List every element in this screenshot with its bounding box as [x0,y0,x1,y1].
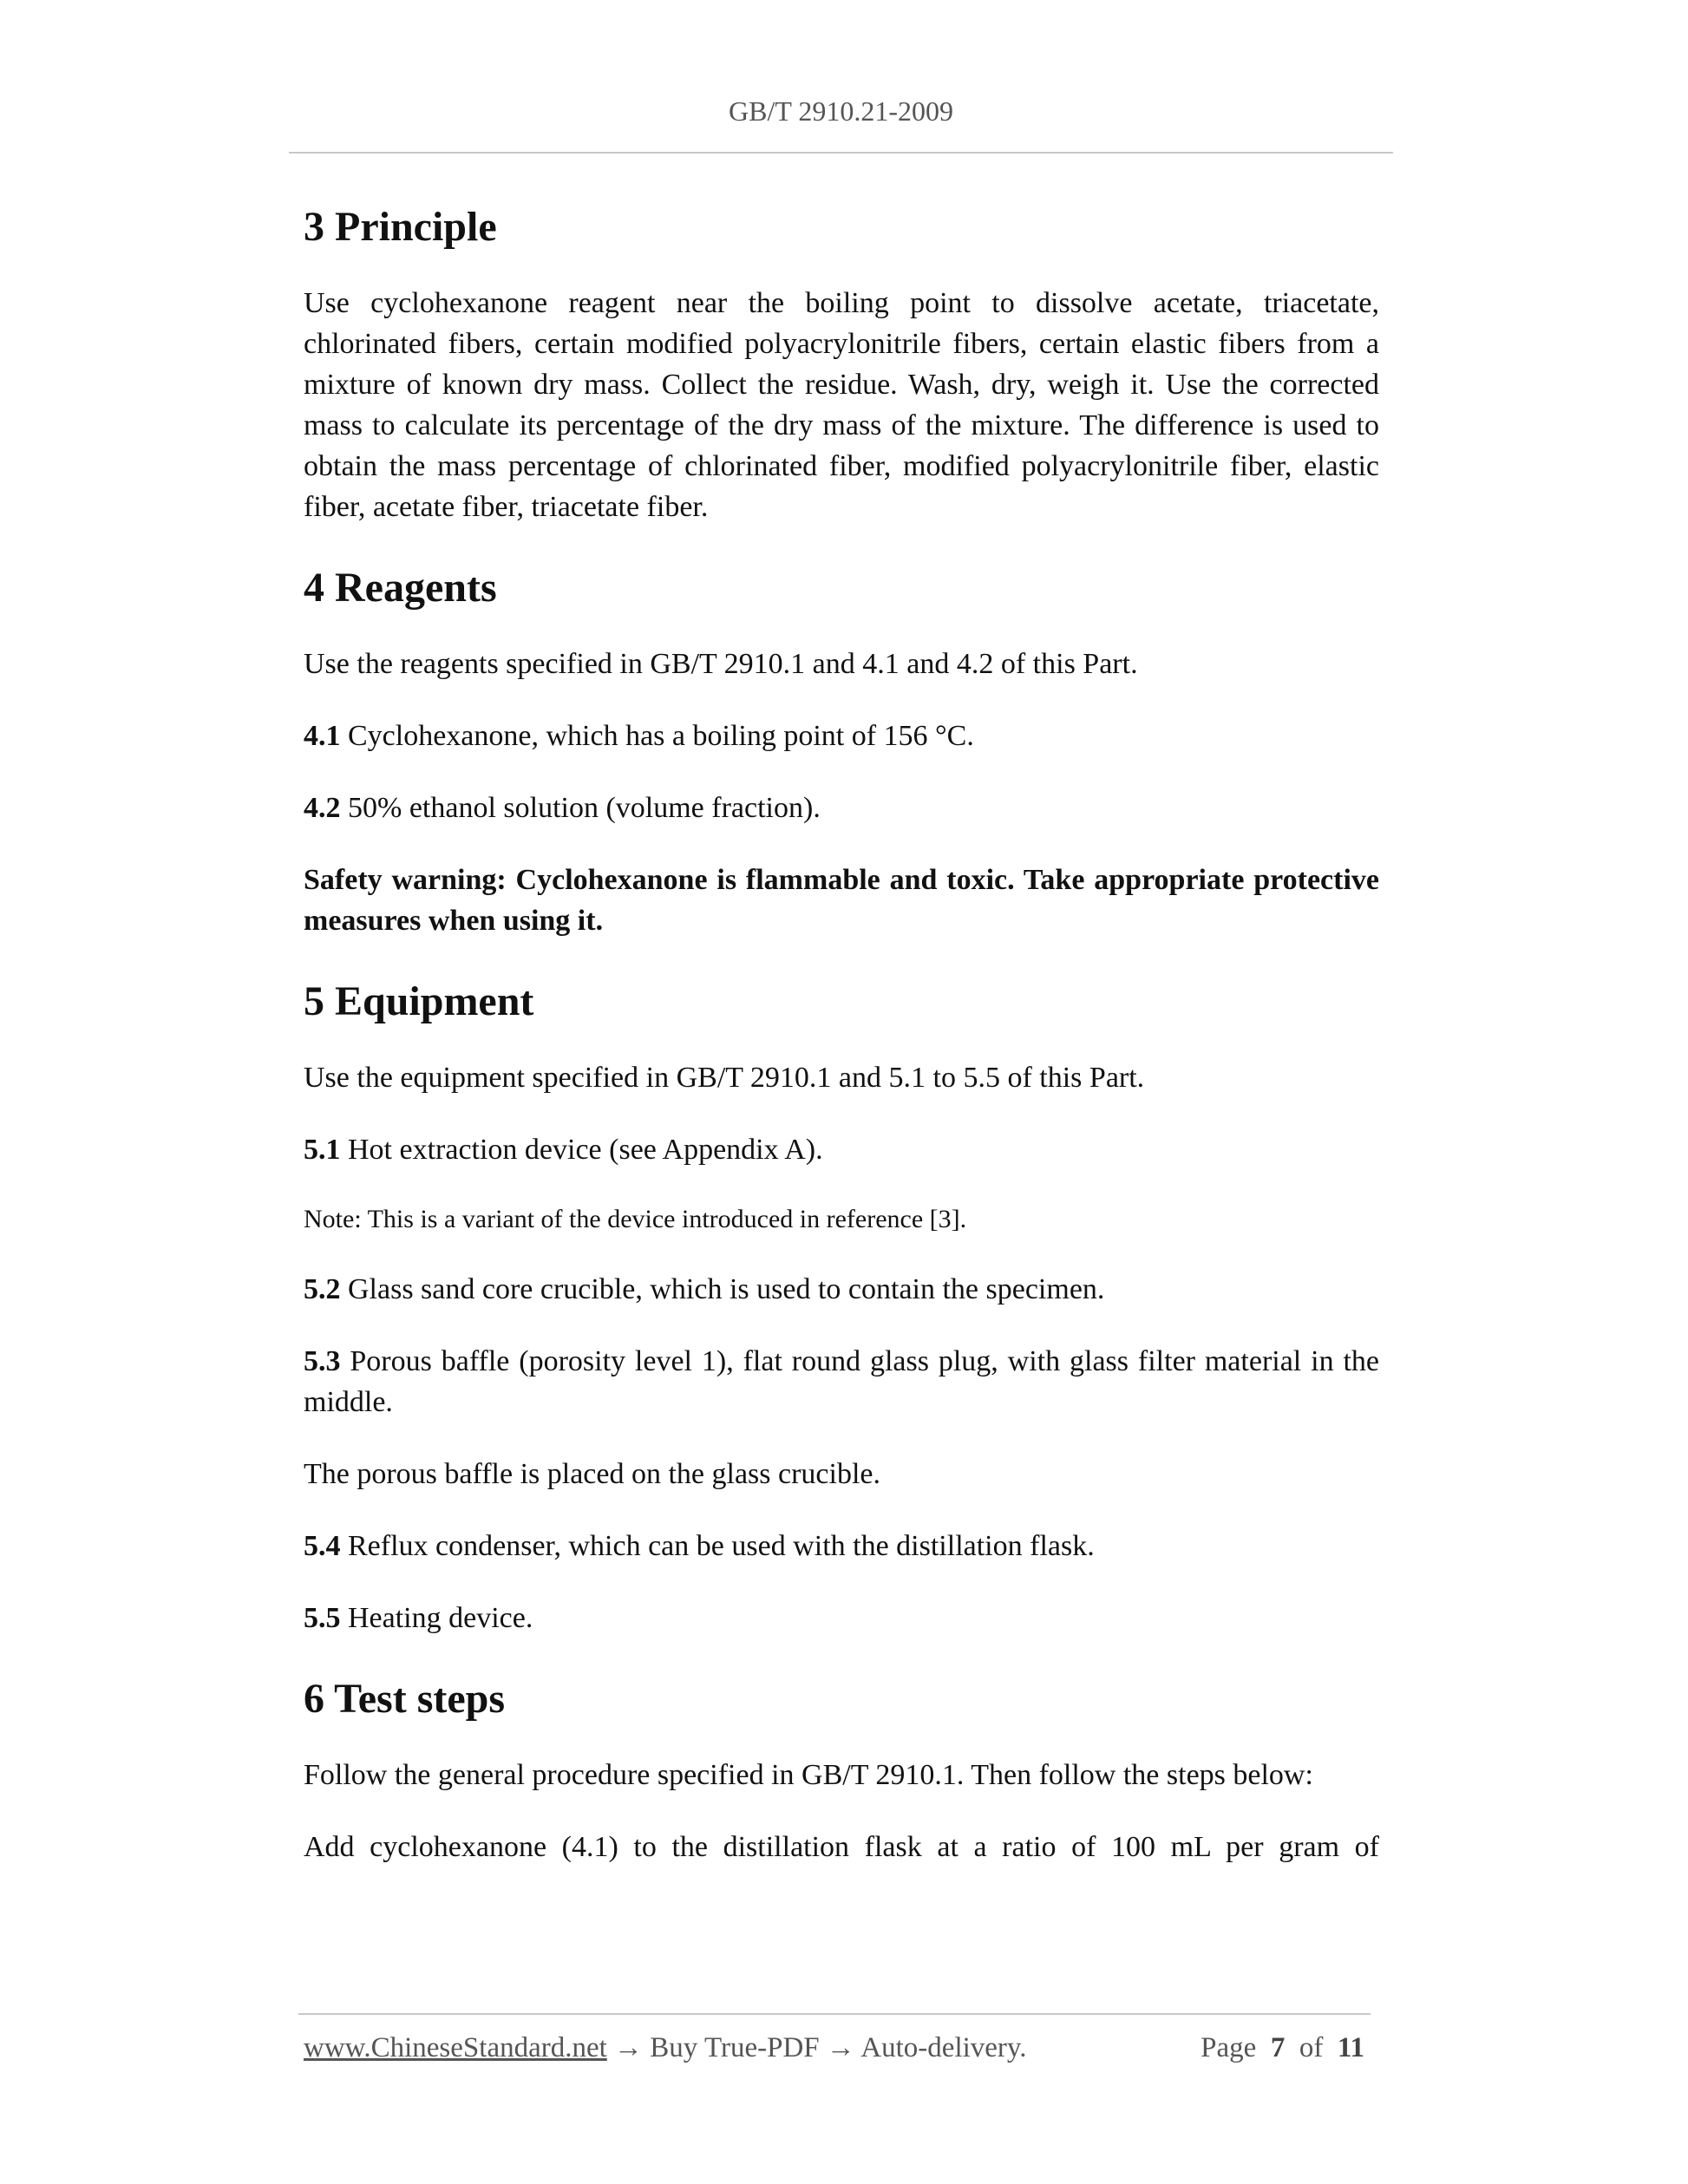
equipment-item-5-5 [304,1598,1379,1638]
clause-text: Glass sand core crucible, which is used to contain the specimen. [340,1273,1105,1305]
equipment-note: Note: This is a variant of the device introduced in reference [3]. [304,1205,967,1233]
clause-text: Heating device. [340,1602,533,1634]
chinesestandard-link[interactable]: www.ChineseStandard.net [304,2032,607,2063]
header-divider [289,152,1393,154]
clause-text: Hot extraction device (see Appendix A). [340,1134,823,1166]
reagents-intro: Use the reagents specified in GB/T 2910.1 and 4.1 and 4.2 of this Part. [304,648,1138,680]
heading-principle: 3 Principle [304,204,497,250]
page-counter [1201,2032,1364,2064]
clause-number: 5.5 [304,1602,341,1634]
heading-equipment: 5 Equipment [304,978,534,1024]
clause-number: 5.4 [304,1530,341,1562]
auto-delivery-text: → Auto-delivery. [826,2032,1027,2063]
page-label: Page [1201,2032,1257,2063]
clause-number: 4.2 [304,792,341,824]
heading-reagents: 4 Reagents [304,565,497,611]
equipment-item-5-1 [304,1129,1379,1170]
clause-text: Reflux condenser, which can be used with the distillation flask. [340,1530,1095,1562]
clause-number: 4.1 [304,720,341,752]
clause-number: 5.3 [304,1345,341,1377]
clause-number: 5.1 [304,1134,341,1166]
page-number: 7 [1270,2032,1286,2063]
heading-test-steps: 6 Test steps [304,1676,506,1722]
of-label: of [1299,2032,1324,2063]
footer-links [304,2032,1027,2064]
clause-text: Porous baffle (porosity level 1), flat round glass plug, with glass filter material in the middle. [304,1345,1379,1418]
clause-text: 50% ethanol solution (volume fraction). [340,792,821,824]
page-total: 11 [1337,2032,1364,2063]
test-step-paragraph: Add cyclohexanone (4.1) to the distillation flask at a ratio of 100 mL per gram of [304,1831,1379,1863]
equipment-intro: Use the equipment specified in GB/T 2910.1 and 5.1 to 5.5 of this Part. [304,1062,1145,1094]
equipment-item-5-3 [304,1341,1379,1422]
footer-divider [298,2013,1371,2015]
buy-pdf-text: → Buy True-PDF [606,2032,827,2063]
clause-text: Cyclohexanone, which has a boiling point of 156 °C. [340,720,974,752]
equipment-item-5-2 [304,1269,1379,1310]
principle-paragraph: Use cyclohexanone reagent near the boiling point to dissolve acetate, triacetate, chlorinated fibers, certain modified polyacrylonitrile fibers, certain elastic fibers from a mixture of known dry mass. Collect the residue. Wash, dry, weigh it. Use the corrected mass to calculate its percentage of the dry mass of the mixture. The difference is used to obtain the mass percentage of chlorinated fiber, modified polyacrylonitrile fiber, elastic fiber, acetate fiber, triacetate fiber. [304,287,1379,523]
reagent-item-4-1 [304,716,1379,756]
equipment-item-5-4 [304,1526,1379,1566]
safety-warning: Safety warning: Cyclohexanone is flammable and toxic. Take appropriate protective measures when using it. [304,864,1379,937]
reagent-item-4-2 [304,788,1379,828]
baffle-paragraph: The porous baffle is placed on the glass crucible. [304,1458,880,1490]
clause-number: 5.2 [304,1273,341,1305]
running-header: GB/T 2910.21-2009 [729,95,953,127]
test-steps-intro: Follow the general procedure specified in GB/T 2910.1. Then follow the steps below: [304,1759,1313,1791]
page-content [304,199,1379,1867]
